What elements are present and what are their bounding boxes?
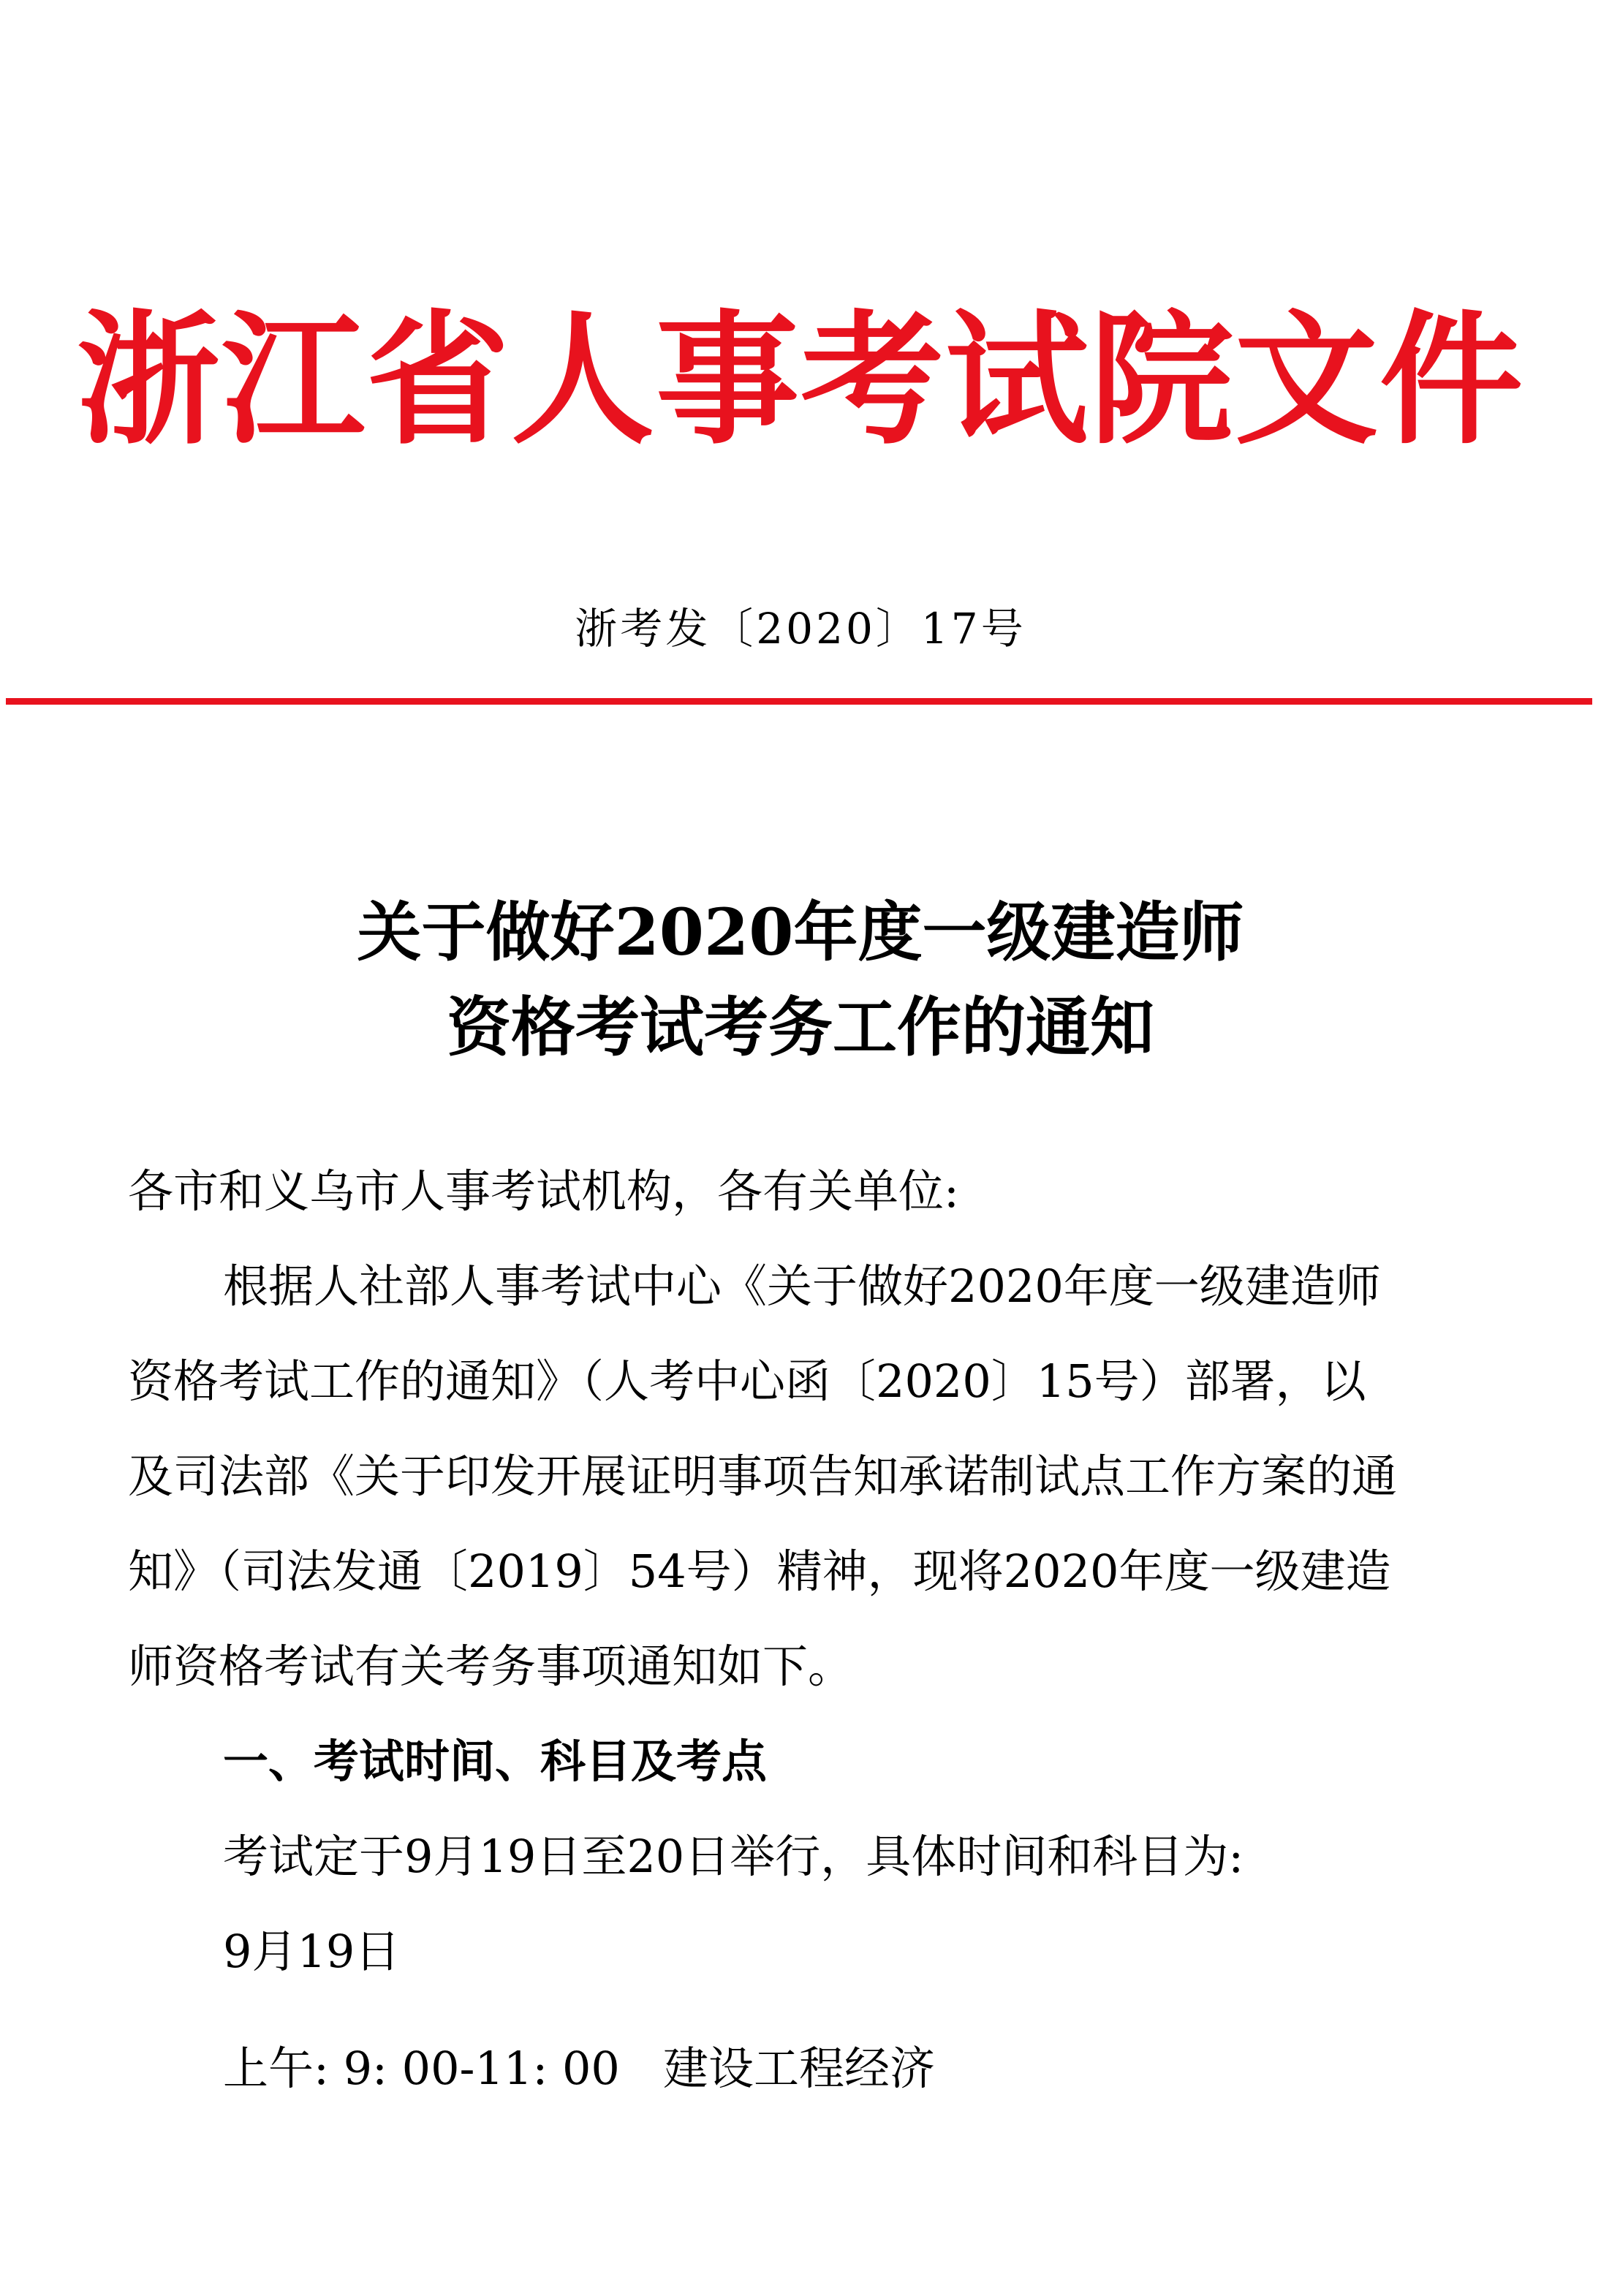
schedule-date: 9月19日 <box>223 1925 401 1978</box>
notice-title-line-2: 资格考试考务工作的通知 <box>446 989 1154 1065</box>
document-number: 浙考发〔2020〕17号 <box>575 604 1026 653</box>
section-heading-exam-time: 一、考试时间、科目及考点 <box>223 1735 768 1788</box>
notice-title-line-1: 关于做好2020年度一级建造师 <box>357 894 1244 970</box>
salutation: 各市和义乌市人事考试机构，各有关单位: <box>128 1164 959 1218</box>
schedule-session-morning: 上午: 9: 00-11: 00 建设工程经济 <box>223 2042 935 2095</box>
schedule-intro: 考试定于9月19日至20日举行，具体时间和科目为: <box>223 1830 1244 1883</box>
intro-line-4: 知》（司法发通〔2019〕54号）精神，现将2020年度一级建造 <box>128 1545 1391 1598</box>
intro-line-3: 及司法部《关于印发开展证明事项告知承诺制试点工作方案的通 <box>128 1450 1398 1503</box>
masthead-title: 浙江省人事考试院文件 <box>76 296 1524 464</box>
intro-line-2: 资格考试工作的通知》（人考中心函〔2020〕15号）部署，以 <box>128 1355 1366 1408</box>
red-divider-rule <box>6 698 1592 705</box>
intro-line-5: 师资格考试有关考务事项通知如下。 <box>128 1640 854 1693</box>
intro-line-1: 根据人社部人事考试中心《关于做好2020年度一级建造师 <box>223 1259 1381 1313</box>
